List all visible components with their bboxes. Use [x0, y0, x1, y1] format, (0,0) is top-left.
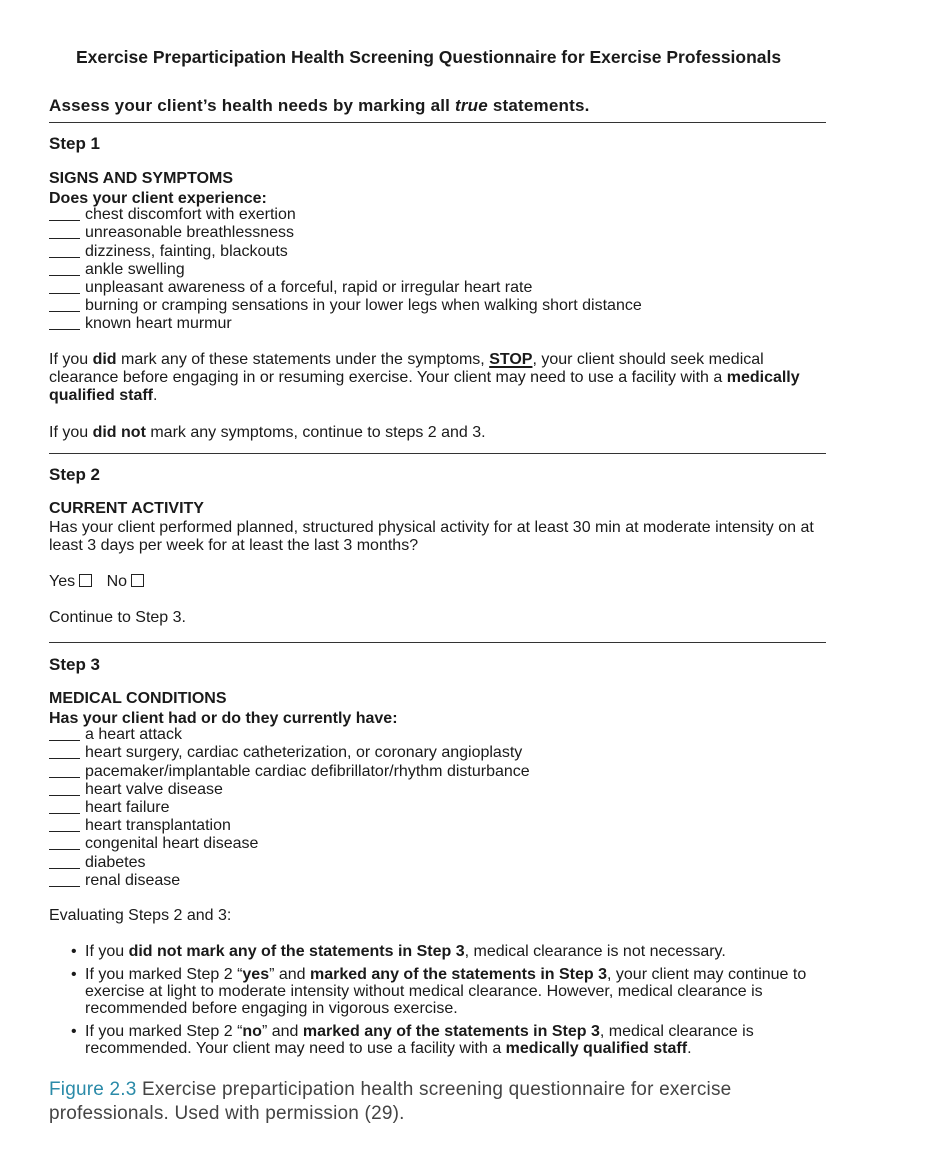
divider	[49, 453, 826, 454]
symptom-item-label: chest discomfort with exertion	[85, 206, 296, 224]
symptom-item	[49, 297, 642, 315]
checkmark-blank[interactable]	[49, 831, 80, 832]
figure-caption: Figure 2.3 Exercise preparticipation health screening questionnaire for exercise professionals. Used with permission (29).	[49, 1079, 732, 1124]
evaluation-bullet: • If you did not mark any of the statements in Step 3, medical clearance is not necessary.	[71, 943, 831, 960]
checkmark-blank[interactable]	[49, 238, 80, 239]
symptom-item	[49, 261, 642, 279]
condition-item-label: heart surgery, cardiac catheterization, or coronary angioplasty	[85, 744, 523, 762]
condition-item-label: pacemaker/implantable cardiac defibrillator/rhythm disturbance	[85, 762, 530, 780]
checkmark-blank[interactable]	[49, 740, 80, 741]
symptom-list	[49, 206, 642, 333]
step1-heading: Step 1	[49, 134, 101, 153]
step3-question: Has your client had or do they currently have:	[49, 710, 398, 727]
step1-question: Does your client experience:	[49, 190, 267, 207]
symptom-item-label: burning or cramping sensations in your lower legs when walking short distance	[85, 297, 642, 315]
divider	[49, 122, 826, 123]
condition-item	[49, 726, 530, 744]
step3-heading: Step 3	[49, 655, 101, 674]
step1-did-paragraph: If you did mark any of these statements under the symptoms, STOP, your client should seek medical clearance before engaging in or resuming exercise. Your client may need to use a facility with a medically qualified staff.	[49, 351, 800, 405]
checkmark-blank[interactable]	[49, 777, 80, 778]
checkmark-blank[interactable]	[49, 795, 80, 796]
yes-checkbox[interactable]	[79, 574, 92, 587]
checkmark-blank[interactable]	[49, 329, 80, 330]
condition-item	[49, 799, 530, 817]
no-option[interactable]: No	[107, 573, 144, 590]
step2-section-title: CURRENT ACTIVITY	[49, 500, 204, 517]
condition-item	[49, 853, 530, 871]
step3-section-title: MEDICAL CONDITIONS	[49, 690, 227, 707]
condition-item	[49, 744, 530, 762]
condition-item-label: congenital heart disease	[85, 835, 259, 853]
condition-item-label: renal disease	[85, 871, 181, 889]
condition-item-label: diabetes	[85, 853, 146, 871]
symptom-item-label: unreasonable breathlessness	[85, 224, 295, 242]
condition-item	[49, 835, 530, 853]
condition-item	[49, 781, 530, 799]
assess-instruction: Assess your client’s health needs by marking all true statements.	[49, 96, 590, 115]
condition-item-label: heart transplantation	[85, 817, 231, 835]
condition-item	[49, 872, 530, 890]
yes-no-options	[49, 573, 144, 591]
step1-didnot-paragraph: If you did not mark any symptoms, continue to steps 2 and 3.	[49, 424, 486, 441]
symptom-item	[49, 315, 642, 333]
evaluation-bullets	[71, 943, 831, 1063]
evaluating-label: Evaluating Steps 2 and 3:	[49, 907, 232, 924]
checkmark-blank[interactable]	[49, 758, 80, 759]
checkmark-blank[interactable]	[49, 886, 80, 887]
checkmark-blank[interactable]	[49, 813, 80, 814]
condition-item-label: a heart attack	[85, 726, 182, 744]
figure-label: Figure 2.3	[49, 1079, 137, 1100]
checkmark-blank[interactable]	[49, 311, 80, 312]
checkmark-blank[interactable]	[49, 849, 80, 850]
symptom-item	[49, 242, 642, 260]
condition-item	[49, 762, 530, 780]
symptom-item	[49, 224, 642, 242]
symptom-item	[49, 206, 642, 224]
symptom-item	[49, 279, 642, 297]
symptom-item-label: dizziness, fainting, blackouts	[85, 242, 288, 260]
condition-item-label: heart valve disease	[85, 780, 223, 798]
step2-heading: Step 2	[49, 465, 101, 484]
checkmark-blank[interactable]	[49, 257, 80, 258]
no-checkbox[interactable]	[131, 574, 144, 587]
evaluation-bullet: • If you marked Step 2 “yes” and marked any of the statements in Step 3, your client may continue to exercise at light to moderate intensity without medical clearance. However, medical clearance is recommended before engaging in vigorous exercise.	[71, 966, 831, 1018]
evaluation-bullet: • If you marked Step 2 “no” and marked any of the statements in Step 3, medical clearance is recommended. Your client may need to use a facility with a medically qualified staff.	[71, 1023, 831, 1058]
symptom-item-label: ankle swelling	[85, 260, 185, 278]
step2-question: Has your client performed planned, structured physical activity for at least 30 min at moderate intensity on at least 3 days per week for at least the last 3 months?	[49, 519, 814, 555]
stop-label: STOP	[489, 351, 533, 368]
checkmark-blank[interactable]	[49, 220, 80, 221]
symptom-item-label: unpleasant awareness of a forceful, rapid or irregular heart rate	[85, 278, 533, 296]
symptom-item-label: known heart murmur	[85, 315, 232, 333]
step1-section-title: SIGNS AND SYMPTOMS	[49, 170, 234, 187]
document-title: Exercise Preparticipation Health Screening Questionnaire for Exercise Professionals	[76, 47, 782, 67]
condition-item-label: heart failure	[85, 798, 170, 816]
checkmark-blank[interactable]	[49, 275, 80, 276]
condition-list	[49, 726, 530, 890]
step2-continue: Continue to Step 3.	[49, 609, 186, 626]
yes-option[interactable]: Yes	[49, 573, 92, 590]
divider	[49, 642, 826, 643]
checkmark-blank[interactable]	[49, 868, 80, 869]
condition-item	[49, 817, 530, 835]
checkmark-blank[interactable]	[49, 293, 80, 294]
